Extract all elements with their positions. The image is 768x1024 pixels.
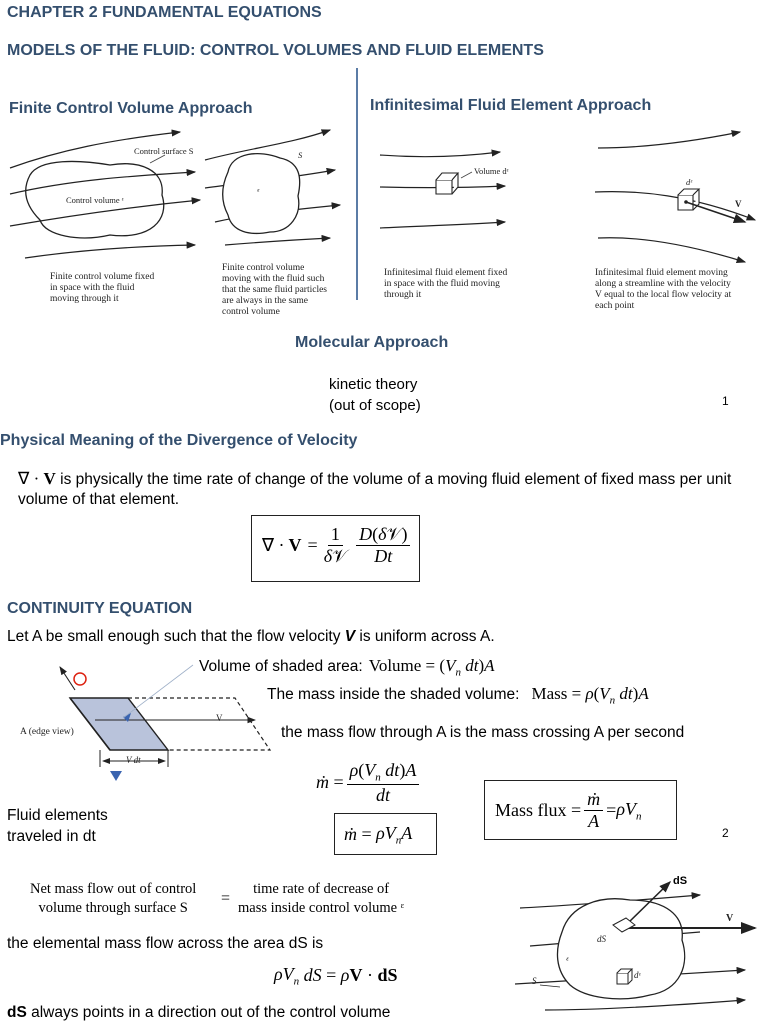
mass-formula: Mass = $\rho(V_n$ dt)A [531, 684, 649, 707]
div-v-symbol: ∇ · V [18, 469, 56, 488]
mass-flux-frac: $\frac{\text{ṁ}}{A}$ [584, 789, 603, 832]
cv-ds-label: dS [597, 934, 606, 944]
infinitesimal-approach-title: Infinitesimal Fluid Element Approach [370, 97, 652, 114]
continuity-text-v: V [344, 628, 356, 645]
caption-fixed-element: Infinitesimal fluid element fixed in space with the fluid moving through it [384, 268, 508, 300]
molecular-title: Molecular Approach [295, 334, 449, 351]
mdot-frac: $\frac{\rho(V_n dt)A}{dt}$ [347, 760, 420, 806]
ds-vector-label: dS [673, 875, 688, 887]
caption-moving-element: Infinitesimal fluid element moving along a streamline with the velocity V equal to the local flow velocity at each point [595, 268, 732, 311]
kinetic-line-1: kinetic theory [329, 376, 418, 393]
divergence-equation: ∇ · V = $\frac{1}{\text{δ𝒱}}$ $\frac{\text{D(δ𝒱)}}{Dt}$ [262, 524, 413, 567]
net-flow-right-2: mass inside control volume ᵋ [238, 900, 405, 916]
finite-approach-title: Finite Control Volume Approach [9, 100, 253, 117]
caption-fixed-cv: Finite control volume fixed in space with the fluid moving through it [50, 272, 155, 304]
volume-label: Volume of shaded area: [199, 658, 363, 676]
edge-view-label: A (edge view) [20, 727, 74, 737]
ds-rest: always points in a direction out of the control volume [26, 1004, 391, 1021]
continuity-text-pre: Let A be small enough such that the flow velocity [7, 628, 345, 645]
page-number-2: 2 [722, 826, 729, 840]
mass-label: The mass inside the shaded volume: [267, 686, 520, 704]
volume-dv-label: Volume dᵋ [474, 166, 509, 176]
cv-volume-label: ᵋ [566, 955, 569, 966]
continuity-text-post: is uniform across A. [355, 628, 495, 645]
divergence-text: is physically the time rate of change of the volume of a moving fluid element of fixed mass per unit volume of that element. [18, 471, 732, 508]
control-surface-label: Control surface S [134, 146, 194, 156]
cv-s-label: S [532, 976, 537, 986]
mass-flux-equation: Mass flux = $\frac{\text{ṁ}}{A}$ = $\rho V_n$ [495, 789, 642, 831]
v-label: ᵋ [257, 186, 260, 196]
models-title: MODELS OF THE FLUID: CONTROL VOLUMES AND FLUID ELEMENTS [7, 42, 544, 59]
elemental-text: the elemental mass flow across the area dS is [7, 935, 324, 952]
net-flow-right-1: time rate of decrease of [253, 881, 390, 897]
dv-label: dᵋ [686, 177, 693, 187]
fluid-elements-line-2: traveled in dt [7, 828, 96, 845]
mdot-fraction-equation: ṁ = $\frac{\rho(V_n dt)A}{dt}$ [316, 760, 422, 806]
page-number-1: 1 [722, 394, 729, 408]
cv-dv-label: dᵋ [634, 970, 641, 980]
velocity-label: V [735, 199, 742, 209]
shaded-velocity-label: V [216, 713, 223, 723]
net-flow-left-2: volume through surface S [38, 900, 188, 916]
caption-moving-cv: Finite control volume moving with the fluid such that the same fluid particles are always in the same control volume [222, 263, 327, 317]
massflow-text: the mass flow through A is the mass crossing A per second [281, 724, 685, 741]
elemental-equation: $\rho V_n$ dS = ρ V · dS [274, 964, 398, 988]
mdot-equation: ṁ = $\rho V_nA$ [344, 823, 413, 847]
frac-one-over-dv: $\frac{1}{\text{δ𝒱}}$ [323, 524, 348, 566]
frac-d-dv-dt: $\frac{\text{D(δ𝒱)}}{Dt}$ [356, 524, 410, 567]
ds-bold: dS [7, 1004, 27, 1021]
net-flow-equals: = [221, 890, 231, 907]
divergence-title: Physical Meaning of the Divergence of Velocity [0, 432, 358, 449]
kinetic-line-2: (out of scope) [329, 397, 421, 414]
s-label: S [298, 150, 303, 160]
net-flow-left-1: Net mass flow out of control [30, 881, 197, 897]
fluid-elements-line-1: Fluid elements [7, 807, 108, 824]
cv-velocity-label: V [726, 913, 734, 924]
control-volume-label: Control volume ᵋ [66, 195, 124, 205]
volume-formula: Volume = ($V_n$ dt)A [368, 656, 495, 679]
continuity-title: CONTINUITY EQUATION [7, 600, 193, 617]
vdt-label: V dt [126, 755, 141, 765]
chapter-title: CHAPTER 2 FUNDAMENTAL EQUATIONS [7, 4, 322, 21]
